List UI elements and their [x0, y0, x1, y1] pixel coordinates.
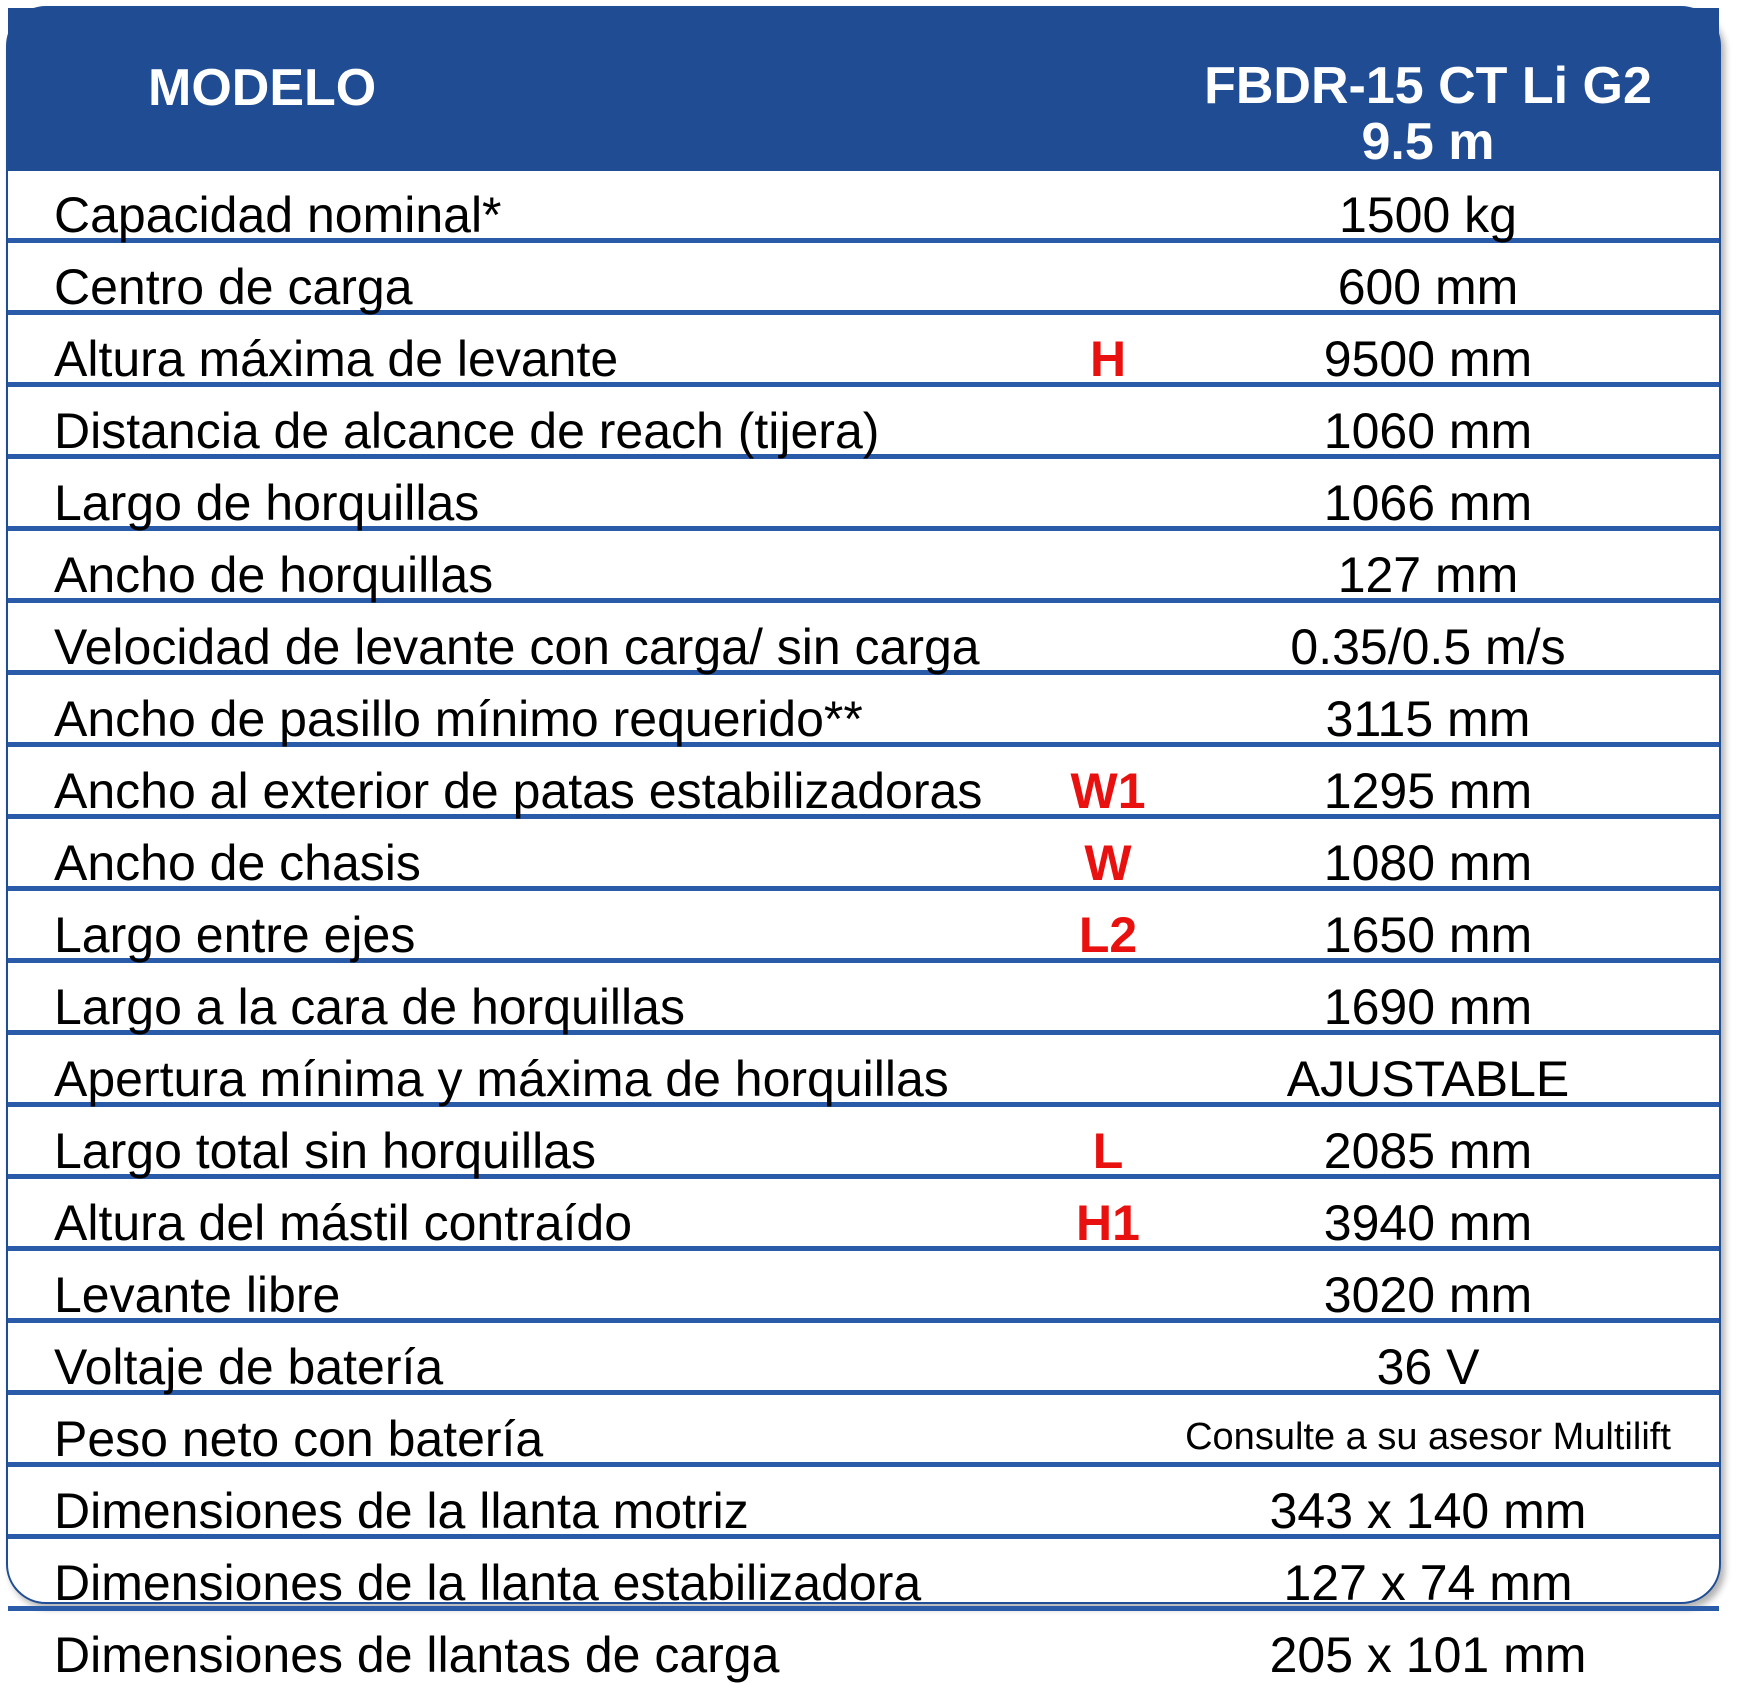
spec-label: Distancia de alcance de reach (tijera) [54, 403, 880, 459]
table-row [8, 315, 1719, 387]
spec-label: Centro de carga [54, 259, 413, 315]
table-row [8, 1539, 1719, 1611]
spec-value: 343 x 140 mm [1269, 1483, 1587, 1539]
spec-value: 2085 mm [1323, 1123, 1533, 1179]
spec-value: 127 x 74 mm [1283, 1555, 1573, 1611]
table-row [8, 891, 1719, 963]
spec-value: 1295 mm [1323, 763, 1533, 819]
table-row [8, 1395, 1719, 1467]
spec-label: Largo a la cara de horquillas [54, 979, 685, 1035]
spec-label: Peso neto con batería [54, 1411, 544, 1467]
spec-label: Altura máxima de levante [54, 331, 619, 387]
table-row [8, 1467, 1719, 1539]
spec-value: 205 x 101 mm [1269, 1627, 1587, 1683]
spec-label: Ancho de horquillas [54, 547, 494, 603]
spec-value: 1500 kg [1339, 187, 1517, 243]
spec-label: Dimensiones de la llanta estabilizadora [54, 1555, 922, 1611]
model-name [1108, 58, 1748, 170]
table-row [8, 1179, 1719, 1251]
table-row [8, 1611, 1719, 1683]
spec-value: 600 mm [1337, 259, 1519, 315]
spec-value: 3940 mm [1323, 1195, 1533, 1251]
dimension-code: H1 [1076, 1195, 1140, 1251]
spec-label: Capacidad nominal* [54, 187, 502, 243]
dimension-code: H [1089, 331, 1127, 387]
spec-value: 1690 mm [1323, 979, 1533, 1035]
model-label: MODELO [148, 59, 377, 117]
dimension-code: W1 [1070, 763, 1146, 819]
spec-label: Ancho de chasis [54, 835, 421, 891]
spec-table [6, 6, 1721, 1683]
model-name-line1: FBDR-15 CT Li G2 [1204, 57, 1652, 115]
spec-label: Dimensiones de la llanta motriz [54, 1483, 749, 1539]
table-row [8, 387, 1719, 459]
dimension-code: L [1092, 1123, 1124, 1179]
spec-label: Velocidad de levante con carga/ sin carga [54, 619, 980, 675]
table-row [8, 747, 1719, 819]
spec-rows [8, 171, 1719, 1683]
spec-value: 3115 mm [1325, 691, 1531, 747]
spec-value: AJUSTABLE [1286, 1051, 1570, 1107]
table-row [8, 1107, 1719, 1179]
table-row [8, 603, 1719, 675]
spec-value: 1066 mm [1323, 475, 1533, 531]
table-row [8, 459, 1719, 531]
spec-value: 9500 mm [1323, 331, 1533, 387]
spec-value: 127 mm [1337, 547, 1519, 603]
spec-label: Dimensiones de llantas de carga [54, 1627, 780, 1683]
spec-label: Largo entre ejes [54, 907, 416, 963]
spec-value: 1080 mm [1323, 835, 1533, 891]
table-row [8, 171, 1719, 243]
spec-value: 1650 mm [1323, 907, 1533, 963]
table-header [8, 8, 1719, 171]
table-row [8, 675, 1719, 747]
spec-label: Largo total sin horquillas [54, 1123, 596, 1179]
spec-label: Ancho al exterior de patas estabilizadoras [54, 763, 983, 819]
model-name-line2: 9.5 m [1361, 113, 1495, 171]
table-row [8, 1251, 1719, 1323]
dimension-code: W [1084, 835, 1132, 891]
spec-value: Consulte a su asesor Multilift [1185, 1416, 1671, 1458]
table-row [8, 531, 1719, 603]
table-row [8, 243, 1719, 315]
spec-label: Altura del mástil contraído [54, 1195, 633, 1251]
table-row [8, 1323, 1719, 1395]
spec-value: 3020 mm [1323, 1267, 1533, 1323]
spec-value: 36 V [1376, 1339, 1480, 1395]
spec-label: Apertura mínima y máxima de horquillas [54, 1051, 949, 1107]
dimension-code: L2 [1078, 907, 1138, 963]
spec-label: Voltaje de batería [54, 1339, 444, 1395]
spec-value: 1060 mm [1323, 403, 1533, 459]
table-row [8, 819, 1719, 891]
spec-label: Ancho de pasillo mínimo requerido** [54, 691, 863, 747]
spec-label: Levante libre [54, 1267, 341, 1323]
table-row [8, 963, 1719, 1035]
spec-value: 0.35/0.5 m/s [1290, 619, 1566, 675]
spec-label: Largo de horquillas [54, 475, 480, 531]
table-row [8, 1035, 1719, 1107]
